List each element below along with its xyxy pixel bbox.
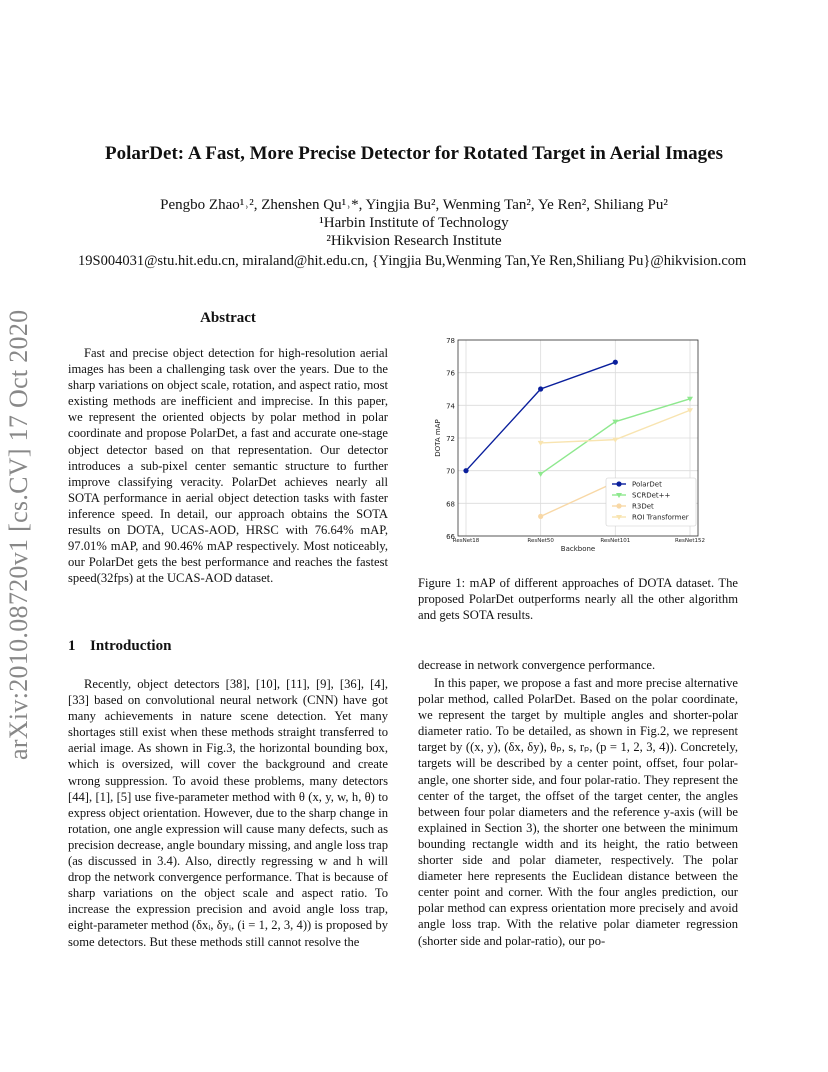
- data-point: [616, 481, 621, 486]
- paper-title: PolarDet: A Fast, More Precise Detector for Rotated Target in Aerial Images: [104, 143, 724, 164]
- y-tick-label: 78: [446, 337, 455, 345]
- figure-1-chart: [428, 332, 718, 552]
- y-tick-label: 76: [446, 369, 455, 378]
- data-point: [538, 472, 544, 477]
- abstract-text: Fast and precise object detection for high-resolution aerial images has been a challenging task over the years. Due to the sharp variations on object scale, rotation, and aspect ratio, most existing methods are inefficient and imprecise. In this paper, we represent the oriented objects by polar method in polar coordinate and propose PolarDet, a fast and accurate one-stage object detector based on that representation. Our detector introduces a sub-pixel center semantic structure to further improve classifying veracity. PolarDet achieves nearly all SOTA performance in aerial object detection tasks with faster inference speed. In detail, our approach obtains the SOTA results on DOTA, UCAS-AOD, HRSC with 76.64% mAP, 97.01% mAP, and 90.46% mAP respectively. Most noticeably, our PolarDet gets the best performance and reaches the fastest speed(32fps) at the UCAS-AOD dataset.: [68, 346, 388, 586]
- author-list: Pengbo Zhao¹˒², Zhenshen Qu¹˒*, Yingjia Bu², Wenming Tan², Ye Ren², Shiliang Pu²: [160, 197, 668, 213]
- x-tick-label: ResNet18: [452, 538, 480, 544]
- x-tick-label: ResNet50: [527, 538, 554, 544]
- author-emails: 19S004031@stu.hit.edu.cn, miraland@hit.edu.cn, {Yingjia Bu,Wenming Tan,Ye Ren,Shiliang Pu}@hikvision.com: [78, 253, 747, 269]
- abstract-heading: Abstract: [200, 310, 256, 326]
- data-point: [538, 514, 543, 519]
- figure-1-caption: Figure 1: mAP of different approaches of DOTA dataset. The proposed PolarDet outperforms nearly all the other algorithm and gets SOTA results.: [418, 576, 738, 623]
- x-tick-label: ResNet101: [600, 538, 631, 544]
- series-line: [541, 482, 616, 516]
- y-tick-label: 70: [446, 467, 455, 476]
- data-point: [463, 468, 468, 473]
- y-tick-label: 66: [446, 533, 455, 541]
- legend-label: ROI Transformer: [632, 513, 689, 522]
- y-tick-label: 72: [446, 435, 455, 443]
- intro-paragraph-2: In this paper, we propose a fast and more precise alternative polar method, called PolarDet. Based on the polar coordinate, we represent the target by multiple angles and shorter-polar diameter ratio. To be detailed, as shown in Fig.2, we represent target by ((x, y), (δx, δy), θₚ, s, rₚ, (p = 1, 2, 3, 4)). Concretely, targets will be described by a center point, offset, four polar-angle, one shorter side, and four polar-ratio. They represent the center of the target, the offset of the target center, the angles between four polar diameters and the reference y-axis (will be explained in Section 3), the shorter one between the minimum bounding rectangle width and its height, the ratio between shorter side and polar diameter, respectively. The polar diameter here represents the Euclidean distance between the center point and corner. With the four angles prediction, our polar method can express orientation more precisely and avoid angle loss trap. With the relative polar diameter regression (shorter side and polar-ratio), our po-: [418, 676, 738, 948]
- section-heading-introduction: [68, 638, 171, 655]
- x-axis-label: Backbone: [560, 545, 596, 552]
- legend-label: SCRDet++: [632, 491, 671, 500]
- y-axis-label: DOTA mAP: [434, 419, 442, 457]
- legend-label: R3Det: [632, 502, 654, 511]
- legend-label: PolarDet: [632, 480, 662, 489]
- section-title: Introduction: [90, 638, 172, 654]
- affiliation-hikvision: ²Hikvision Research Institute: [326, 233, 502, 249]
- data-point: [538, 386, 543, 391]
- y-tick-label: 68: [446, 500, 455, 509]
- map-line-chart: [428, 332, 718, 552]
- y-tick-label: 74: [446, 402, 455, 411]
- intro-paragraph-1: Recently, object detectors [38], [10], [11], [9], [36], [4], [33] based on convolutional neural network (CNN) have got many achievements in nature scene detection. Yet many shortages still exist when these methods straight transferred to aerial image. As shown in Fig.3, the horizontal bounding box, which is oversized, will cover the background and create wrong suppression. To avoid these problems, many detectors [44], [1], [5] use five-parameter method with θ (x, y, w, h, θ) to express object orientation. However, due to the sharp change in rotation, one angle expression will cause many defects, such as precision decrease, angle boundary missing, and angle loss trap (as discussed in 3.4). Also, directly regressing w and h will drop the network convergence performance. That is because of sharp variations on the object scale and aspect ratio. To increase the expression precision and avoid angle loss trap, eight-parameter method (δxᵢ, δyᵢ, (i = 1, 2, 3, 4)) is proposed by some detectors. But these methods still cannot resolve the: [68, 677, 388, 949]
- data-point: [616, 503, 621, 508]
- arxiv-identifier: arXiv:2010.08720v1 [cs.CV] 17 Oct 2020: [4, 309, 33, 760]
- section-number: 1: [68, 638, 76, 654]
- affiliation-harbin: ¹Harbin Institute of Technology: [319, 215, 509, 231]
- data-point: [613, 360, 618, 365]
- x-tick-label: ResNet152: [675, 538, 705, 544]
- intro-paragraph-1-continued: decrease in network convergence performance.: [418, 658, 656, 672]
